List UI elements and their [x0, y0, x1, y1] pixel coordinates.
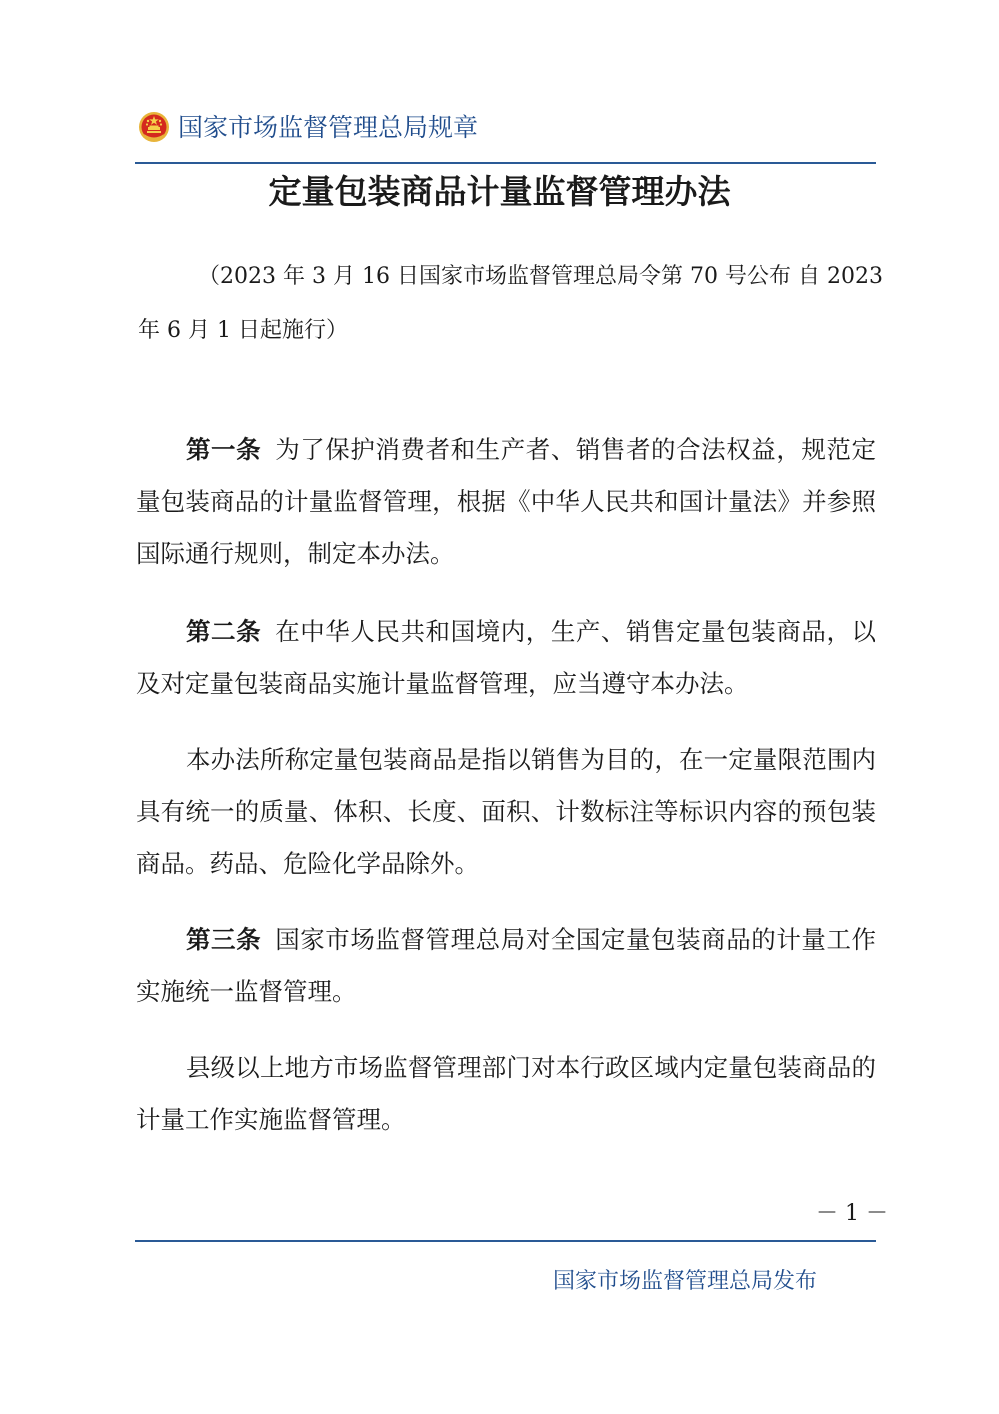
article-text: 本办法所称定量包装商品是指以销售为目的，在一定量限范围内具有统一的质量、体积、长度、面积、计数标注等标识内容的预包装商品。药品、危险化学品除外。 [136, 745, 876, 878]
page-number: － 1 － [816, 1201, 888, 1226]
article-text: 县级以上地方市场监督管理部门对本行政区域内定量包装商品的计量工作实施监督管理。 [136, 1053, 876, 1134]
article-paragraph [136, 734, 876, 890]
article-paragraph [136, 914, 876, 1018]
article-text: 国家市场监督管理总局对全国定量包装商品的计量工作实施统一监督管理。 [136, 925, 877, 1006]
publisher-label: 国家市场监督管理总局发布 [553, 1269, 818, 1294]
article-paragraph [136, 424, 876, 580]
article-text: 为了保护消费者和生产者、销售者的合法权益，规范定量包装商品的计量监督管理，根据《中华人民共和国计量法》并参照国际通行规则，制定本办法。 [136, 435, 877, 568]
article-text: 在中华人民共和国境内，生产、销售定量包装商品，以及对定量包装商品实施计量监督管理，应当遵守本办法。 [136, 617, 877, 698]
header-title: 国家市场监督管理总局规章 [178, 113, 479, 142]
article-number: 第一条 [186, 435, 262, 464]
article-paragraph [136, 1042, 876, 1146]
article-paragraph [136, 606, 876, 710]
document-title: 定量包装商品计量监督管理办法 [268, 172, 731, 211]
article-number: 第二条 [186, 617, 262, 646]
national-emblem-icon [138, 110, 170, 144]
header-divider [135, 162, 876, 164]
footer-divider [135, 1240, 876, 1242]
article-number: 第三条 [186, 925, 262, 954]
promulgation-note: （2023 年 3 月 16 日国家市场监督管理总局令第 70 号公布 自 2023 年 6 月 1 日起施行） [138, 264, 883, 343]
